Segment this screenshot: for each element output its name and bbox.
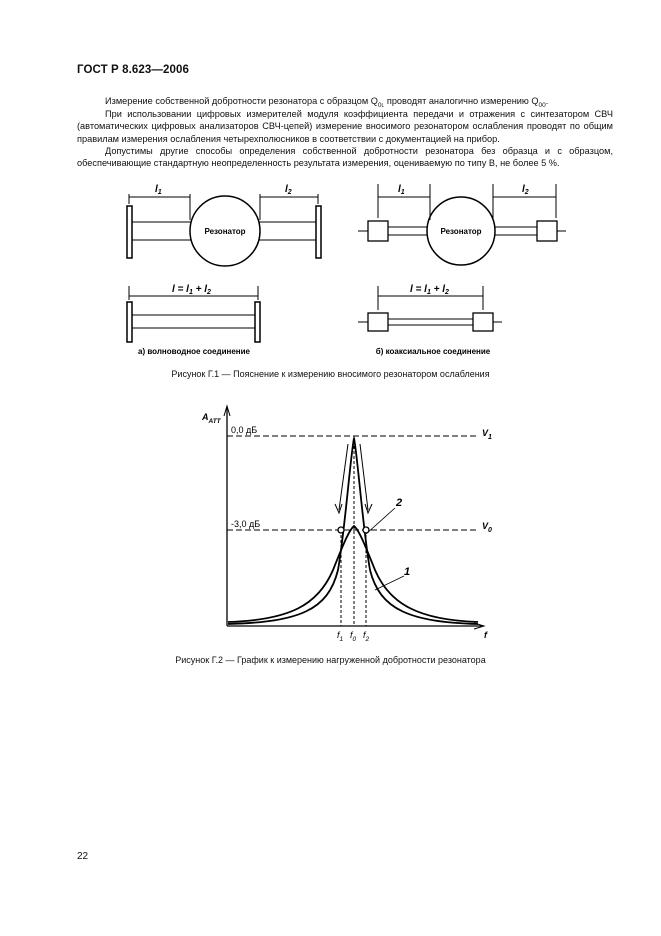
flange-left [127, 206, 132, 258]
paragraph-1: Измерение собственной добротности резонатора с образцом $Q_{0L}$ проводят аналогично измерению $Q_{00}$. [105, 96, 549, 109]
figure-1-diagram [0, 170, 661, 370]
figure-2-caption: Рисунок Г.2 — График к измерению нагруженной добротности резонатора [175, 655, 486, 665]
v0-label: $V_0$ [482, 521, 492, 534]
f2-label: $f_2$ [363, 630, 370, 643]
figure-1-caption: Рисунок Г.1 — Пояснение к измерению вносимого резонатором ослабления [171, 369, 490, 379]
curve-2 [228, 438, 478, 624]
connector-right [537, 221, 557, 241]
subcaption-b: б) коаксиальное соединение [375, 347, 491, 356]
marker-f2 [363, 527, 369, 533]
f1-label: $f_1$ [337, 630, 344, 643]
level-top-label: 0,0 дБ [231, 425, 258, 435]
y-axis-label: $A_{ATT}$ [202, 412, 221, 425]
svg-text:l2: $l_2$ [522, 184, 529, 196]
f0-label: $f_0$ [350, 630, 357, 643]
page-number: 22 [77, 851, 89, 862]
resonator-label-a: Резонатор [204, 227, 246, 236]
paragraph-3: Допустимы другие способы определения собственной добротности резонатора без образца и с образцом, обеспечивающие стандартную неопределенность результата измерения, оцениваемую по типу В, не более 5 %. [77, 146, 613, 169]
svg-text:l = l1 + l2: $l = l_1 + l_2$ [410, 284, 449, 296]
level-mid-label: -3,0 дБ [231, 519, 261, 529]
figure-2-chart [0, 400, 661, 650]
curve-1-label: 1 [404, 566, 411, 578]
resonator-label-b: Резонатор [440, 227, 482, 236]
svg-text:l = l1 + l2: $l = l_1 + l_2$ [172, 284, 211, 296]
svg-text:l1: $l_1$ [398, 184, 405, 196]
subcaption-a: а) волноводное соединение [138, 347, 250, 356]
flange-right [316, 206, 321, 258]
svg-text:l2: $l_2$ [285, 184, 292, 196]
curve-1 [228, 526, 478, 622]
x-axis-label: f [484, 630, 487, 640]
curve-2-label: 2 [396, 497, 403, 509]
document-header: ГОСТ Р 8.623—2006 [77, 64, 189, 76]
connector-left [368, 221, 388, 241]
paragraph-2: При использовании цифровых измерителей модуля коэффициента передачи и отражения с синтезатором СВЧ (автоматических цифровых анализаторов СВЧ-цепей) измерение вносимого резонатором ослабления проводят по общим правилам измерения ослабления четырехполюсников в соответствии с документацией на прибор. [77, 109, 613, 144]
marker-f1 [338, 527, 344, 533]
v1-label: $V_1$ [482, 428, 492, 441]
svg-text:l1: $l_1$ [155, 184, 162, 196]
